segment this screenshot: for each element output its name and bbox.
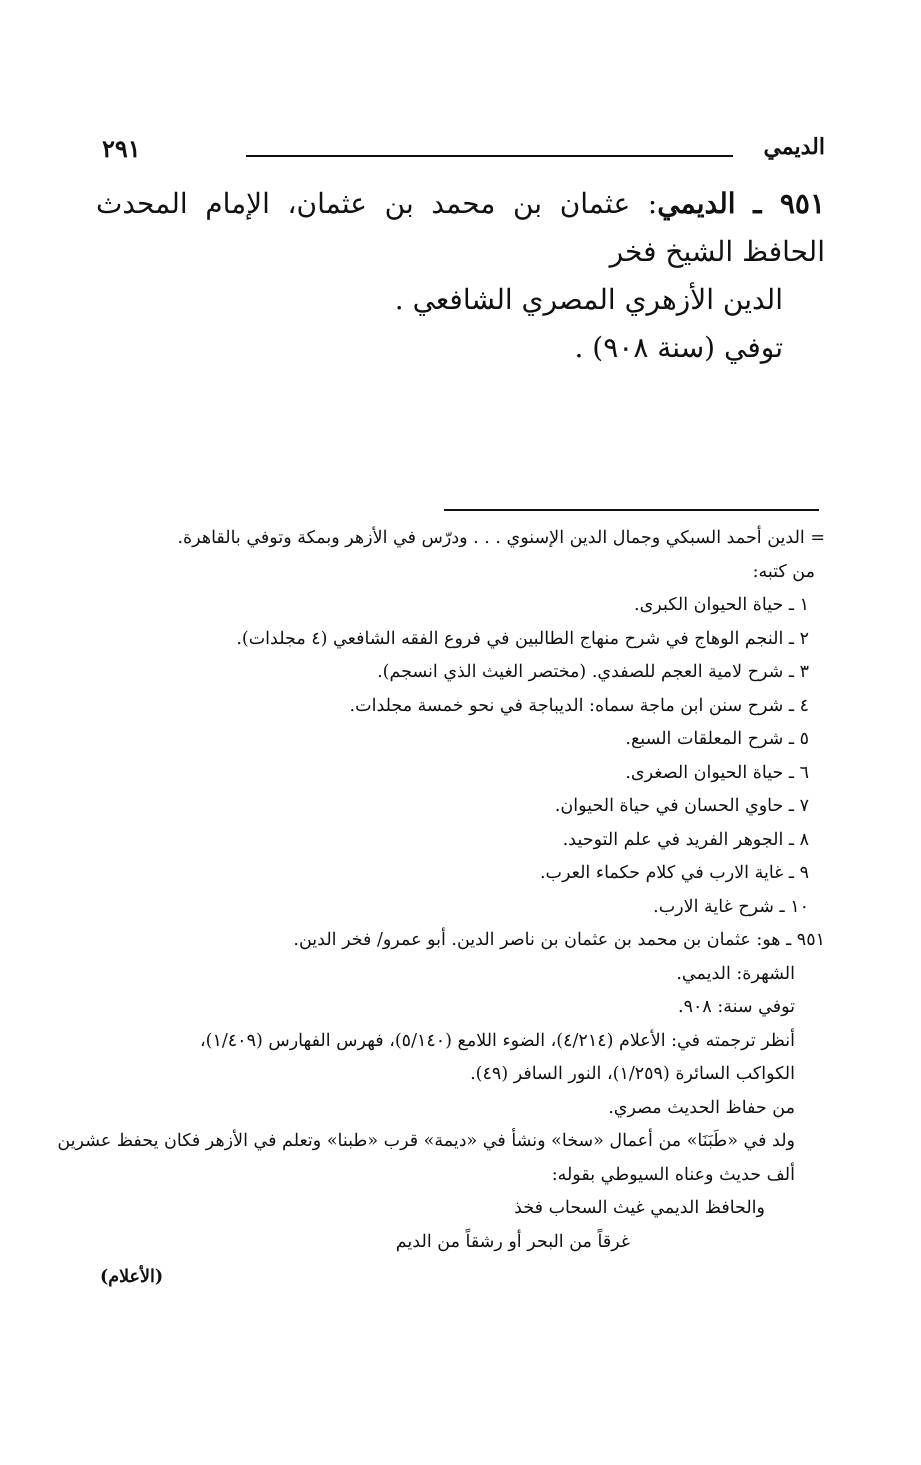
entry-number: ٩٥١ ـ <box>753 187 825 220</box>
entry-death-line: توفي (سنة ٩٠٨) . <box>574 331 783 364</box>
footnote-separator <box>444 509 819 511</box>
works-heading: من كتبه: <box>752 561 815 582</box>
footnote-references: أنظر ترجمته في: الأعلام (٤/٢١٤)، الضوء اللامع (٥/١٤٠)، فهرس الفهارس (١/٤٠٩)، <box>199 1030 795 1051</box>
work-item: ٥ ـ شرح المعلقات السبع. <box>625 729 809 749</box>
work-item: ٧ ـ حاوي الحسان في حياة الحيوان. <box>554 796 809 816</box>
footnote-birth-cont: ألف حديث وعناه السيوطي بقوله: <box>551 1164 795 1185</box>
footnote-death: توفي سنة: ٩٠٨. <box>678 997 795 1017</box>
entry-description: : عثمان بن محمد بن عثمان، الإمام المحدث الحافظ الشيخ فخر <box>96 187 825 268</box>
page-header <box>96 130 825 170</box>
page-number: ٢٩١ <box>102 134 141 163</box>
footnote-shuhra: الشهرة: الديمي. <box>676 963 795 984</box>
work-item: ١٠ ـ شرح غاية الارب. <box>653 896 809 917</box>
work-item: ١ ـ حياة الحيوان الكبرى. <box>634 595 809 615</box>
running-title: الديمي <box>763 134 825 160</box>
entry-first-line <box>96 180 825 276</box>
footnote-continuation: = الدين أحمد السبكي وجمال الدين الإسنوي . . . ودرّس في الأزهر وبمكة وتوفي بالقاهرة. <box>177 528 825 548</box>
poem-verse-1: والحافظ الديمي غيث السحاب فخذ <box>514 1198 765 1218</box>
work-item: ٦ ـ حياة الحيوان الصغرى. <box>625 762 809 783</box>
work-item: ٢ ـ النجم الوهاج في شرح منهاج الطالبين في فروع الفقه الشافعي (٤ مجلدات). <box>236 628 809 649</box>
header-rule <box>246 155 733 157</box>
work-item: ٣ ـ شرح لامية العجم للصفدي. (مختصر الغيث الذي انسجم). <box>377 662 809 682</box>
footnote-entry-head: ٩٥١ ـ هو: عثمان بن محمد بن عثمان بن ناصر الدين. أبو عمرو/ فخر الدين. <box>293 930 825 950</box>
footnote-birth: ولد في «طَبَنَا» من أعمال «سخا» ونشأ في «ديمة» قرب «طبنا» وتعلم في الأزهر فكان يحفظ عشرين <box>57 1131 795 1151</box>
entry-second-line: الدين الأزهري المصري الشافعي . <box>394 283 783 316</box>
work-item: ٩ ـ غاية الارب في كلام حكماء العرب. <box>539 863 809 883</box>
footnote-hafiz: من حفاظ الحديث مصري. <box>608 1097 795 1118</box>
work-item: ٨ ـ الجوهر الفريد في علم التوحيد. <box>562 829 809 850</box>
poem-verse-2: غرقاً من البحر أو رشقاً من الديم <box>395 1231 630 1252</box>
main-entry <box>96 180 825 372</box>
work-item: ٤ ـ شرح سنن ابن ماجة سماه: الديباجة في نحو خمسة مجلدات. <box>349 695 809 716</box>
entry-name: الديمي <box>657 187 736 220</box>
footnotes <box>57 522 825 1295</box>
footnote-references-cont: الكواكب السائرة (١/٢٥٩)، النور السافر (٤٩). <box>470 1064 795 1084</box>
footnote-source: (الأعلام) <box>100 1267 164 1287</box>
